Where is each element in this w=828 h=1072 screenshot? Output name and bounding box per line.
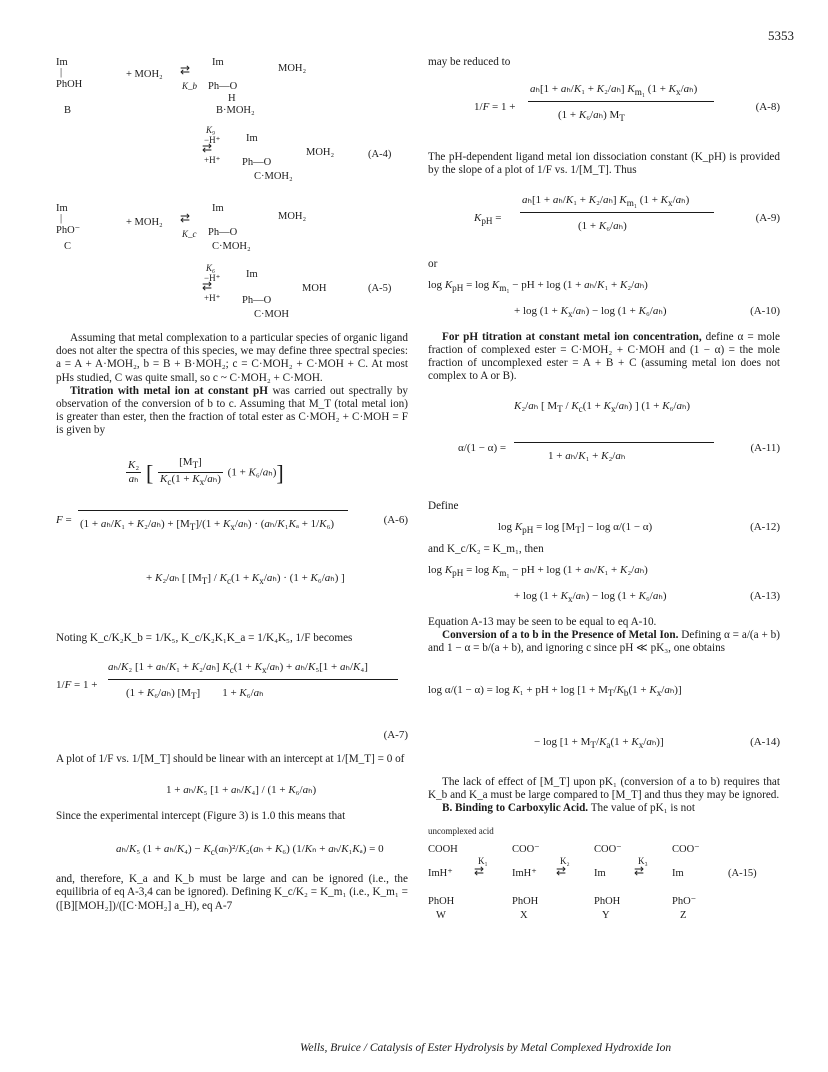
product-moh2: MOH₂ xyxy=(278,211,307,222)
species-pho: PhO⁻ xyxy=(56,225,81,236)
eq-number-a14: (A-14) xyxy=(750,735,780,748)
equation-a12: $\log K_{pH} = \log [M_T] - \log \alpha/(1 - \alpha)$ (A-12) xyxy=(498,520,780,536)
paragraph-eq-a13: Equation A-13 may be seen to be equal to eq A-10. xyxy=(428,616,657,629)
eq-number-a6: (A-6) xyxy=(383,513,408,526)
species-w-label: W xyxy=(436,910,446,922)
equation-a10: $\log K_{pH} = \log K_{m_1}$ − pH + log (1 + aₕ/K₁ + K₂/aₕ) + $\log (1 + K_x/a_h) - \log (1 + K_6/a_h)$ (A-10) xyxy=(428,278,780,319)
step-moh2: MOH₂ xyxy=(306,147,335,158)
step-minus: −H⁺ xyxy=(204,135,221,145)
paragraph-define: Define xyxy=(428,499,459,512)
left-column xyxy=(56,56,408,913)
paragraph-plot: A plot of 1/F vs. 1/[M_T] should be linear with an intercept at 1/[M_T] = 0 of xyxy=(56,752,405,765)
step-moh: MOH xyxy=(302,283,327,294)
equilibrium-arrow: ⇄ xyxy=(474,864,485,879)
equation-intercept: 1 + aₕ/K₅ [1 + aₕ/K₄] / (1 + K₆/aₕ) xyxy=(166,784,317,797)
species-z-label: Z xyxy=(680,910,687,922)
species-w-top: COOH xyxy=(428,844,458,856)
page-number: 5353 xyxy=(768,28,794,43)
product-moh2: MOH₂ xyxy=(278,63,307,74)
species-label-b: B xyxy=(64,105,72,116)
step-product: C·MOH₂ xyxy=(254,171,293,182)
species-x-bot: PhOH xyxy=(512,896,539,908)
eq-number-a11: (A-11) xyxy=(750,441,780,454)
equation-a7: 1/F = 1 + aₕ/K₂ [1 + aₕ/K₁ + K₂/aₕ] $K_c(1 + K_x/a_h) + a_h/K_5[1 + a_h/K_4]$ (1 + K₆/aₕ) $[M_T]$ 1 + K₆/aₕ (A-7) xyxy=(56,660,408,741)
eq-number-a15: (A-15) xyxy=(728,868,757,880)
species-im: Im xyxy=(56,57,68,68)
species-y-label: Y xyxy=(602,910,610,922)
paragraph-since: Since the experimental intercept (Figure 3) is 1.0 this means that xyxy=(56,810,346,823)
binding-heading: B. Binding to Carboxylic Acid. xyxy=(442,802,589,815)
product-im: Im xyxy=(212,57,224,68)
scheme-a4-a5 xyxy=(56,56,408,326)
product-im: Im xyxy=(212,203,224,214)
equation-a14: log α/(1 − α) = log K₁ + pH + $\log [1 + M_T/K_b(1 + K_x/a_h)]$ − $\log [1 + M_T/K_a(1 + K_x/a_h)]$ (A-14) xyxy=(428,683,780,750)
eq-number-a10: (A-10) xyxy=(750,304,780,317)
k3-label: K₃ xyxy=(638,856,648,867)
species-y-top: COO⁻ xyxy=(594,844,622,856)
k-label: K_c xyxy=(182,229,197,239)
footer-citation: Wells, Bruice / Catalysis of Ester Hydrolysis by Metal Complexed Hydroxide Ion xyxy=(300,1042,672,1054)
equilibrium-arrow: ⇄ xyxy=(202,141,213,155)
ph-titration-heading: For pH titration at constant metal ion concentration, xyxy=(442,330,702,343)
paragraph-noting: Noting K_c/K₂K_b = 1/K₅, K_c/K₂K₁K_a = 1/K₄K₅, 1/F becomes xyxy=(56,631,353,644)
equation-condition: aₕ/K₅ $(1 + a_h/K_4) - K_c(a_h)^2/K_2(a_h + K_6) (1/K_n + a_h/K_1K_a) = 0$ xyxy=(116,843,384,858)
eq-number-a9: (A-9) xyxy=(755,211,780,224)
species-x-mid: ImH⁺ xyxy=(512,868,537,880)
equilibrium-arrow: ⇄ xyxy=(634,864,645,879)
product-label: C·MOH₂ xyxy=(212,241,251,252)
paragraph-ph-dependent: The pH-dependent ligand metal ion dissociation constant (K_pH) is provided by the slope of a plot of 1/F vs. 1/[M_T]. Thus xyxy=(428,151,780,177)
species-z-top: COO⁻ xyxy=(672,844,700,856)
paragraph-lack-of-effect: The lack of effect of [M_T] upon pK₁ (conversion of a to b) requires that K_b and K_a must be large compared to [M_T] and thus they may be ignored. xyxy=(428,775,780,801)
equation-a8: 1/F = 1 + aₕ[1 + aₕ/K₁ + K₂/aₕ] $K_{m_1}$ $(1 + K_x/a_h)$ (1 + K₆/aₕ) $M_T$ (A-8) xyxy=(474,83,780,124)
right-column xyxy=(428,56,780,925)
step-k: K₆ xyxy=(206,263,216,273)
equilibrium-arrow: ⇄ xyxy=(202,279,213,293)
step-minus: −H⁺ xyxy=(204,273,221,283)
paragraph-reduced: may be reduced to xyxy=(428,56,511,68)
step-pho: Ph—O xyxy=(242,157,272,168)
conversion-heading: Conversion of a to b in the Presence of Metal Ion. xyxy=(442,629,679,642)
paragraph-binding xyxy=(428,802,780,815)
equilibrium-arrow: ⇄ xyxy=(180,211,191,225)
product-pho: Ph—O xyxy=(208,81,238,92)
equilibrium-arrow: ⇄ xyxy=(556,864,567,879)
reagent-moh2: + MOH₂ xyxy=(126,69,163,80)
species-y-mid: Im xyxy=(594,868,606,880)
binding-body: The value of pK₁ is not xyxy=(588,802,695,815)
species-z-bot: PhO⁻ xyxy=(672,896,697,908)
eq-number-a4: (A-4) xyxy=(368,149,392,160)
species-x-label: X xyxy=(520,910,528,922)
step-product: C·MOH xyxy=(254,309,290,320)
paragraph-therefore: and, therefore, K_a and K_b must be large and can be ignored (i.e., the equilibria of eq A-3,4 can be ignored). Defining K_c/K₂ = K_m₁ (i.e., K_m₁ = ([B][MOH₂])/([C·MOH₂] a_H), eq A-7 xyxy=(56,873,408,912)
step-pho: Ph—O xyxy=(242,295,272,306)
step-plus: +H⁺ xyxy=(204,155,221,165)
species-label-c: C xyxy=(64,241,72,252)
step-k: K₉ xyxy=(206,125,216,135)
species-phoh: PhOH xyxy=(56,79,83,90)
product-pho: Ph—O xyxy=(208,227,238,238)
species-x-top: COO⁻ xyxy=(512,844,540,856)
eq-number-a5: (A-5) xyxy=(368,283,392,294)
paragraph-titration xyxy=(56,385,408,438)
eq-number-a12: (A-12) xyxy=(750,520,780,533)
bond-line: | xyxy=(60,67,63,78)
ph-titration-body: define α = mole fraction of complexed ester = C·MOH₂ + C·MOH and (1 − α) = the mole fraction of uncomplexed ester = A + B + C (assuming metal ion does not complex to A or B). xyxy=(428,330,781,383)
equation-a11: K₂/aₕ [ $M_T / K_c(1 + K_x/a_h)$ ] (1 + K₆/aₕ) α/(1 − α) = 1 + aₕ/K₁ + K₂/aₕ (A-11) xyxy=(458,399,780,462)
step-plus: +H⁺ xyxy=(204,293,221,303)
species-z-mid: Im xyxy=(672,868,684,880)
paragraph-ph-titration xyxy=(428,331,780,384)
paragraph-or: or xyxy=(428,257,438,270)
eq-number-a8: (A-8) xyxy=(755,101,780,114)
species-y-bot: PhOH xyxy=(594,896,621,908)
paragraph-and-kc: and K_c/K₂ = K_m₁, then xyxy=(428,542,544,555)
product-h: H xyxy=(228,93,236,104)
uncomplexed-label: uncomplexed acid xyxy=(428,826,494,837)
species-im: Im xyxy=(56,203,68,214)
scheme-a15 xyxy=(428,825,780,925)
equation-a13: $\log K_{pH} = \log K_{m_1}$ − pH + log (1 + aₕ/K₁ + K₂/aₕ) + $\log (1 + K_x/a_h) - \log (1 + K_6/a_h)$ (A-13) xyxy=(428,564,780,605)
k-label: K_b xyxy=(182,81,198,91)
titration-body: was carried out spectrally by observation of the conversion of b to c. Assuming that M_T (total metal ion) is greater than ester, then the fraction of total ester as C·MOH₂ + C·MOH = F is given by xyxy=(56,384,409,437)
step-im: Im xyxy=(246,269,258,280)
equilibrium-arrow: ⇄ xyxy=(180,63,191,77)
k1-label: K₁ xyxy=(478,856,488,867)
eq-number-a13: (A-13) xyxy=(750,590,780,603)
paragraph-conversion xyxy=(428,629,780,655)
equation-a6: $\frac{\text{K₂}}{\text{aₕ}}$ [ $\frac{[M_T]}{K_c(1 + K_x/a_h)}$ (1 + K₆/aₕ)] F = $(1 + a_h/K_1 + K_2/a_h) + [M_T]/(1 + K_x/a_h) \cdot (a_h/K_1K_a + 1/K_6)$ (A-6) + K₂/aₕ [ $[M_T] / K_c(1 + K_x/a_h) \cdot (1 + K_6/a_h)$ ] xyxy=(56,455,408,586)
k2-label: K₂ xyxy=(560,856,570,867)
titration-heading: Titration with metal ion at constant pH xyxy=(70,384,268,397)
product-label: B·MOH₂ xyxy=(216,105,255,116)
reagent-moh2: + MOH₂ xyxy=(126,217,163,228)
conversion-body: Defining α = a/(a + b) and 1 − α = b/(a + b), and ignoring c since pH ≪ pK₃, one obtains xyxy=(428,629,780,655)
bond-line: | xyxy=(60,213,63,224)
equation-a9: $K_{pH}$ = aₕ[1 + aₕ/K₁ + K₂/aₕ] $K_{m_1}$ $(1 + K_x/a_h)$ (1 + K₆/aₕ) (A-9) xyxy=(474,193,780,232)
eq-number-a7: (A-7) xyxy=(383,728,408,741)
paragraph-spectral-species: Assuming that metal complexation to a particular species of organic ligand does not alter the spectra of this species, we may define three spectral species: a = A + A·MOH₂, b = B + B·MOH₂; c = C·MOH₂ + C·MOH + C. At most pHs studied, C was quite small, so c ~ C·MOH₂ + C·MOH. xyxy=(56,332,408,384)
species-w-mid: ImH⁺ xyxy=(428,868,453,880)
step-im: Im xyxy=(246,133,258,144)
species-w-bot: PhOH xyxy=(428,896,455,908)
